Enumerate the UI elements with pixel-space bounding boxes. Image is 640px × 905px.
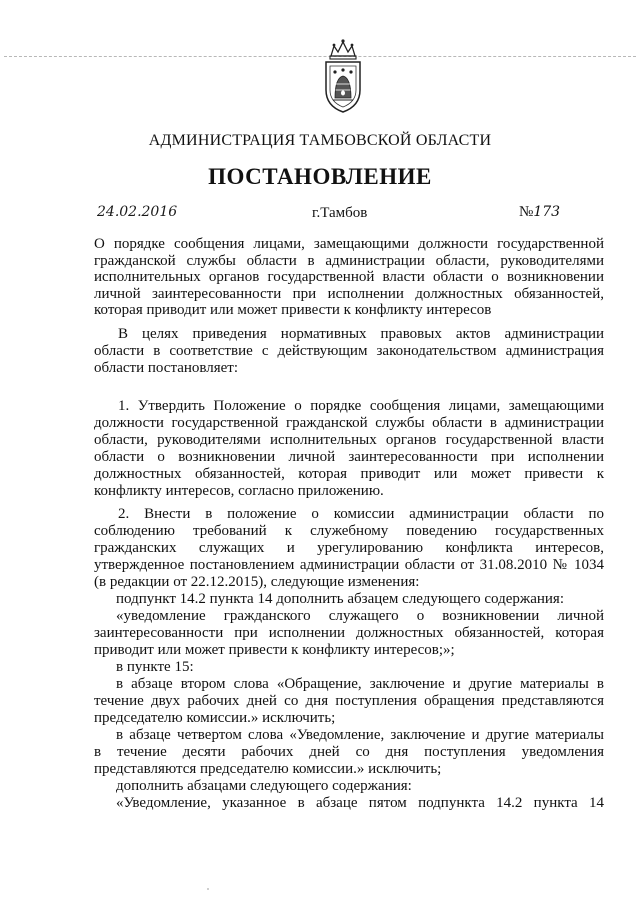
body-line: должности государственной гражданской службы области в администрации [94,415,604,431]
number-prefix: № [519,204,534,220]
body-line: области, руководителями исполнительных органов государственной власти [94,432,604,448]
body-line: гражданских служащих и урегулированию конфликта интересов, [94,540,604,556]
body-line: 2. Внести в положение о комиссии администрации области по [118,506,604,522]
item-1-paragraph [94,398,604,500]
body-line: заинтересованности при исполнении должностных обязанностей, которая [94,625,604,641]
coat-of-arms-icon [321,38,365,114]
scan-artifact [207,888,209,890]
body-line: в абзаце четвертом слова «Уведомление, заключение и другие материалы [116,727,604,743]
subject-line: гражданской службы области в администрации области, руководителями [94,252,604,269]
header-divider [4,56,636,57]
body-line: течение двух рабочих дней со дня поступления обращения представляются [94,693,604,709]
number-value: 173 [533,204,561,220]
body-line: дополнить абзацами следующего содержания: [116,778,412,794]
body-line: должностных обязанностей, которая приводит или может привести к [94,466,604,482]
organization-name: АДМИНИСТРАЦИЯ ТАМБОВСКОЙ ОБЛАСТИ [148,132,492,149]
document-type-title: ПОСТАНОВЛЕНИЕ [208,164,432,189]
document-number [519,204,560,221]
subject-line: О порядке сообщения лицами, замещающими должности государственной [94,236,604,252]
body-line: «уведомление гражданского служащего о возникновении личной [116,608,604,624]
preamble-paragraph [94,326,604,377]
body-line: (в редакции от 22.12.2015), следующие изменения: [94,574,420,590]
body-line: подпункт 14.2 пункта 14 дополнить абзацем следующего содержания: [116,591,565,607]
body-line: представляются председателю комиссии.» исключить; [94,761,442,777]
body-line: председателю комиссии.» исключить; [94,710,336,726]
body-line: В целях приведения нормативных правовых актов администрации [118,326,604,342]
body-line: конфликту интересов, согласно приложению. [94,483,384,499]
body-line: области о возникновении личной заинтересованности при исполнении [94,449,604,465]
subject-line: личной заинтересованности при исполнении должностных обязанностей, [94,285,604,302]
body-line: в абзаце втором слова «Обращение, заключение и другие материалы в [116,676,604,692]
body-line: области постановляет: [94,360,239,376]
subject-line: которая приводит или может привести к конфликту интересов [94,302,492,318]
body-line: утвержденное постановлением администрации области от 31.08.2010 № 1034 [94,557,604,573]
document-city: г.Тамбов [312,205,368,221]
document-date: 24.02.2016 [97,204,178,220]
subject-line: исполнительных органов государственной власти области о возникновении [94,269,604,285]
body-line: 1. Утвердить Положение о порядке сообщения лицами, замещающими [118,398,604,414]
document-subject [94,236,604,319]
body-line: приводит или может привести к конфликту интересов;»; [94,642,455,658]
item-2-paragraph [94,506,604,812]
body-line: соблюдению требований к служебному поведению государственных [94,523,604,539]
body-line: в пункте 15: [116,659,194,675]
body-line: в течение десяти рабочих дней со дня поступления уведомления [94,744,604,760]
body-line: «Уведомление, указанное в абзаце пятом подпункта 14.2 пункта 14 [116,795,604,811]
body-line: области в соответствие с действующим законодательством администрация [94,343,604,359]
